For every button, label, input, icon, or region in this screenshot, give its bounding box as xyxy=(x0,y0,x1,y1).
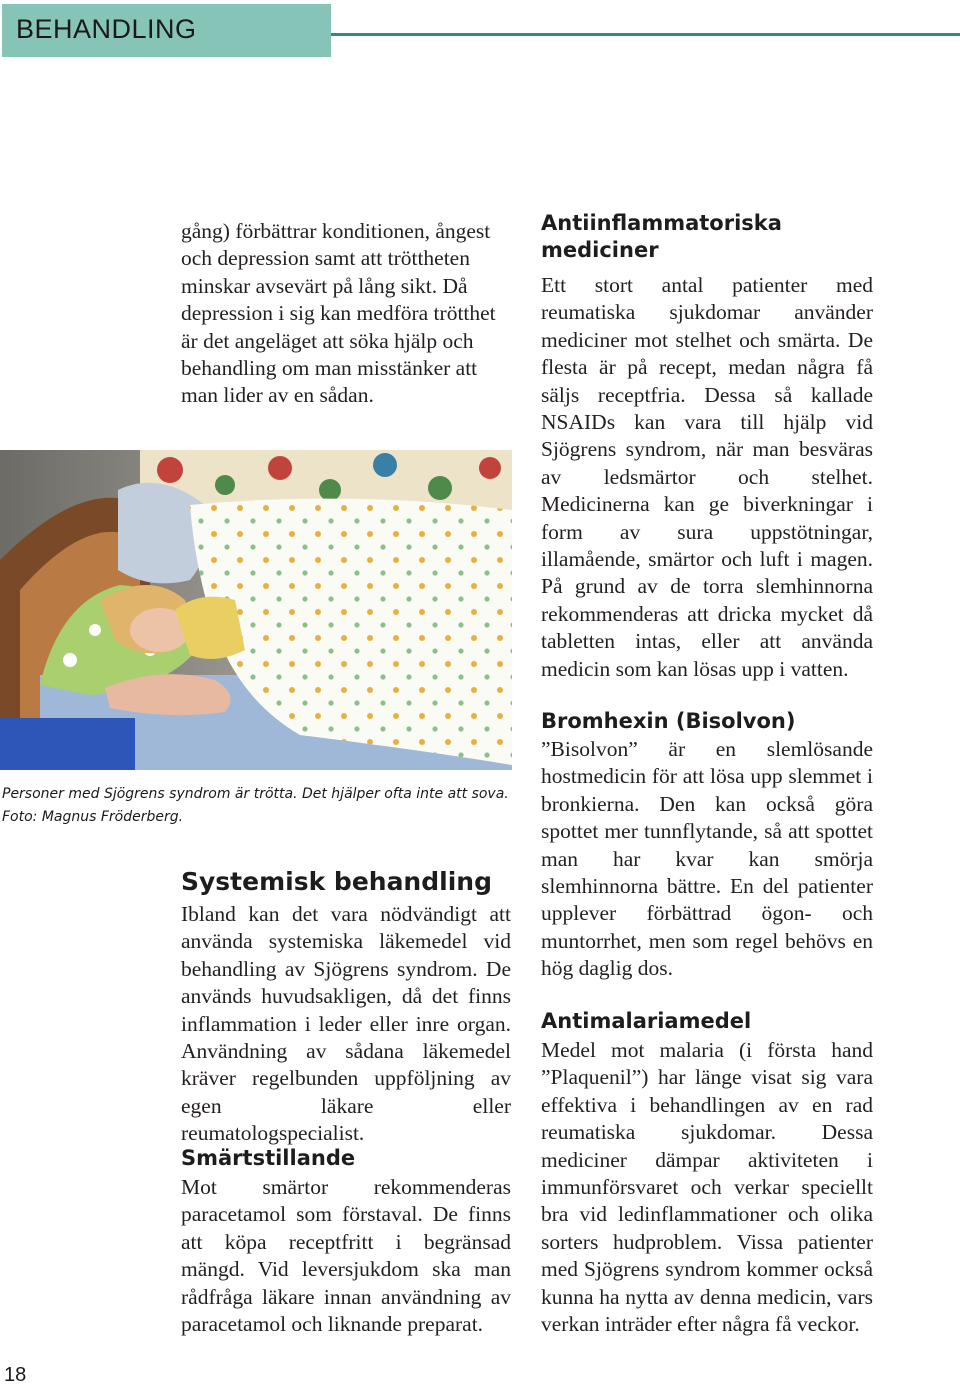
paragraph-bromhexin: ”Bisolvon” är en slemlösande hostmedicin för att lösa upp slemmet i bronkierna. Den kan också göra spottet mer tunnflytande, så att spottet man har kvar kan smörja slemhinnorna bättre. En del patienter upplever förbättrad ögon- och muntorrhet, men som regel behövs en hög daglig dos. xyxy=(541,737,873,981)
intro-paragraph: gång) förbättrar konditionen, ångest och depression samt att tröttheten minskar avsevärt på lång sikt. Då depression i sig kan medföra trötthet är det angeläget att söka hjälp och behandling om man misstänker att man lider av en sådan. xyxy=(181,219,496,408)
photo-credit: Foto: Magnus Fröderberg. xyxy=(2,809,184,825)
section-header xyxy=(2,4,331,57)
paragraph-pain-relief: Mot smärtor rekommenderas paracetamol som förstaval. De finns att köpa receptfritt i begränsad mängd. Vid leversjukdom ska man rådfråga läkare innan användning av paracetamol och liknande preparat. xyxy=(181,1175,511,1337)
photo-caption-text: Personer med Sjögrens syndrom är trötta. Det hjälper ofta inte att sova. xyxy=(2,786,509,802)
heading-pain-relief: Smärtstillande xyxy=(181,1146,356,1170)
heading-antimalaria: Antimalariamedel xyxy=(541,1009,752,1033)
paragraph-antimalaria: Medel mot malaria (i första hand ”Plaquenil”) har länge visat sig vara effektiva i behandlingen av en rad reumatiska sjukdomar. Dessa mediciner dämpar aktiviteten i immunförsvaret och verkar speciellt bra vid ledinflammationer och olika sorters hudproblem. Vissa patienter med Sjögrens syndrom kommer också kunna ha nytta av denna medicin, vars verkan inträder efter några få veckor. xyxy=(541,1038,873,1337)
heading-systemic-treatment: Systemisk behandling xyxy=(181,867,492,896)
paragraph-antiinflammatory: Ett stort antal patienter med reumatiska sjukdomar använder mediciner mot stelhet och smärta. De flesta är på recept, medan några få säljs receptfria. Dessa så kallade NSAIDs kan vara till hjälp vid Sjögrens syndrom, när man besväras av ledsmärtor och stelhet. Medicinerna kan ge biverkningar i form av sura uppstötningar, illamående, smärtor och luft i magen. På grund av de torra slemhinnorna rekommenderas att dricka mycket då tabletten intas, eller att använda medicin som kan lösas upp i vatten. xyxy=(541,273,873,681)
section-title: BEHANDLING xyxy=(16,14,197,44)
heading-antiinflammatory-line2: mediciner xyxy=(541,238,659,262)
heading-antiinflammatory xyxy=(541,210,782,264)
page-number: 18 xyxy=(4,1364,27,1386)
paragraph-systemic-treatment: Ibland kan det vara nödvändigt att använda systemiska läkemedel vid behandling av Sjögrens syndrom. De används huvudsakligen, då det finns inflammation i leder eller inre organ. Användning av sådana läkemedel kräver regelbunden uppföljning av egen läkare eller reumatologspecialist. xyxy=(181,902,511,1146)
header-rule xyxy=(331,33,960,36)
heading-antiinflammatory-line1: Antiinflammatoriska xyxy=(541,211,782,235)
photo-caption xyxy=(2,783,522,829)
sleeping-woman-photo-icon xyxy=(0,450,512,770)
heading-bromhexin: Bromhexin (Bisolvon) xyxy=(541,709,796,733)
